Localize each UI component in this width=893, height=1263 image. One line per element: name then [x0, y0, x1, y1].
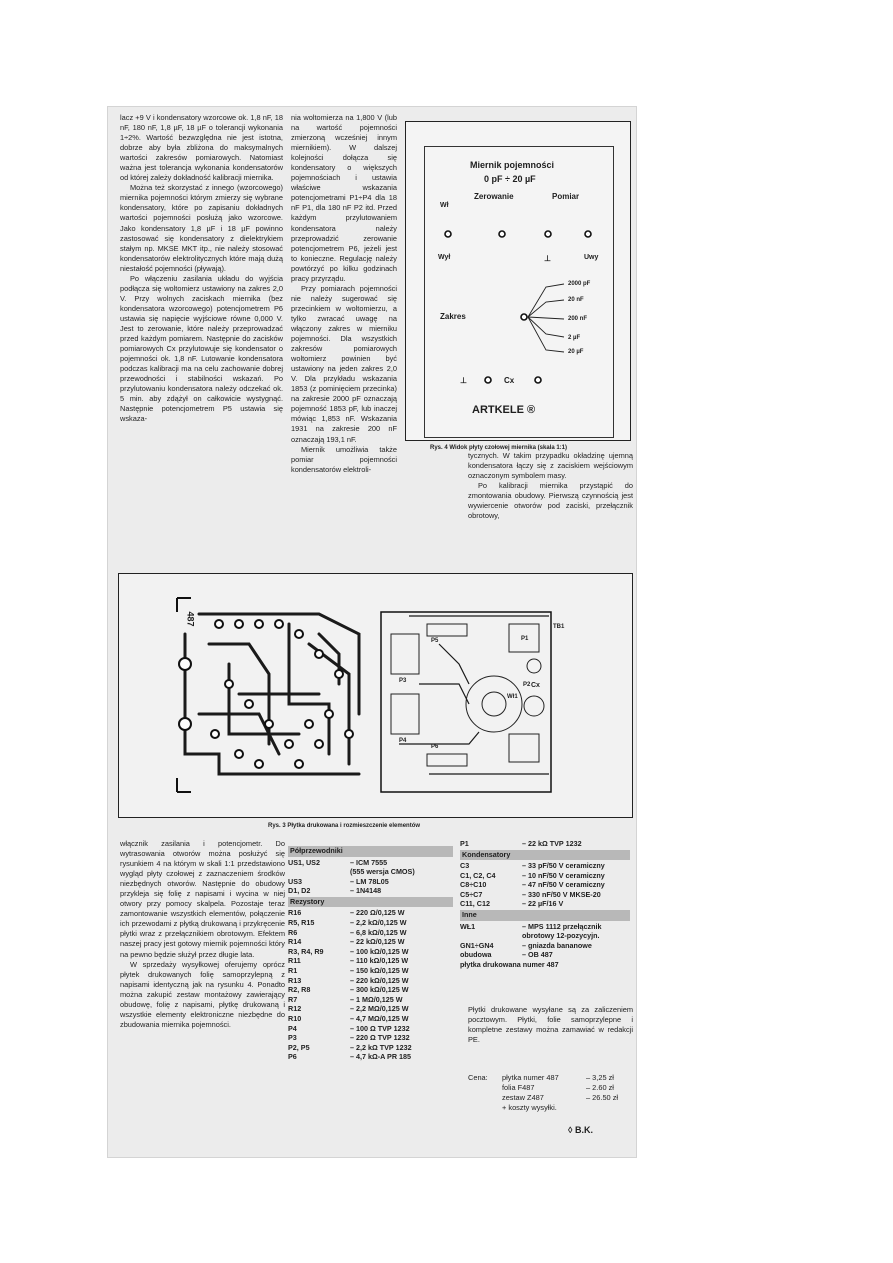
label-uwy: Uwy [584, 254, 599, 261]
part-row: C5÷C7 – 330 nF/50 V MKSE-20 [460, 889, 601, 899]
part-row: P3 – 220 Ω TVP 1232 [288, 1033, 410, 1043]
part-row: R10 – 4,7 MΩ/0,125 W [288, 1013, 409, 1023]
component-outlines [391, 624, 544, 766]
scanned-page [107, 106, 637, 1158]
figure-caption: Rys. 3 Płytka drukowana i rozmieszczenie elementów [268, 823, 421, 829]
part-row: C8÷C10 – 47 nF/50 V ceramiczny [460, 880, 605, 890]
part-row: R13 – 220 kΩ/0,125 W [288, 975, 409, 985]
part-row: R2, R8 – 300 kΩ/0,125 W [288, 985, 409, 995]
paragraph: Miernik umożliwia także pomiar pojemności kondensatorów elektroli- [291, 444, 397, 474]
cx-input-hole [535, 377, 541, 383]
part-row: GN1÷GN4 – gniazda bananowe [460, 940, 592, 950]
part-row: P1 – 22 kΩ TVP 1232 [460, 839, 582, 848]
pcb-label: P6 [431, 744, 439, 750]
pcb-drawing [119, 574, 633, 818]
paragraph: Po włączeniu zasilania układu do wyjścia podłącza się woltomierz ustawiony na zakres 2,0 V. Przy wolnych zaciskach miernika (bez kondensatora wzorcowego) potencjometrem P6 ustawia się napięcie wyjściowe równe 0,000 V. Jest to zerowanie, które należy przeprowadzać przed każdym pomiarem. Następnie do zacisków pomiarowych Cx przylutowuje się kondensator o pojemności ok. 1,8 nF. Lutowanie kondensatora podczas kalibracji ma na celu zachowanie dobrej przewodności i stabilności wskazań. Po przylutowaniu kondensatora należy odczekać ok. 5 min. aby zdążył on całkowicie wystygnąć. Następnie potencjometrem P5 ustawia się wskaza- [120, 273, 283, 424]
part-row: D1, D2 – 1N4148 [288, 886, 382, 896]
range-label: 2000 pF [568, 281, 591, 287]
text-column-2 [291, 113, 397, 475]
part-row: C3 – 33 pF/50 V ceramiczny [460, 861, 605, 871]
pcb-label: P1 [521, 636, 529, 642]
pcb-label: TB1 [553, 624, 565, 630]
part-row: C1, C2, C4 – 10 nF/50 V ceramiczny [460, 870, 605, 880]
range-label: 200 nF [568, 316, 588, 322]
label-ground: ⊥ [544, 254, 551, 263]
label-wyl: Wył [438, 254, 451, 261]
label-wl: Wł [440, 202, 449, 209]
parts-list-left [288, 845, 453, 1062]
brand-logo: ARTKELE ® [472, 404, 536, 416]
ground-input-hole [485, 377, 491, 383]
panel-title: Miernik pojemności [470, 160, 555, 170]
label-zakres: Zakres [440, 312, 466, 321]
author-signature: ◊ B.K. [568, 1125, 593, 1135]
range-switch-lines [528, 284, 564, 352]
text-column-3 [468, 451, 633, 521]
part-row: C11, C12 – 22 µF/16 V [460, 899, 564, 909]
ground-jack-hole [545, 231, 551, 237]
pcb-label: P4 [399, 738, 407, 744]
part-row: R6 – 6,8 kΩ/0,125 W [288, 927, 407, 937]
board-number-label: 487 [185, 611, 196, 627]
panel-range: 0 pF ÷ 20 µF [484, 174, 536, 184]
pcb-figure [118, 573, 633, 818]
part-row: P6 – 4,7 kΩ-A PR 185 [288, 1052, 412, 1062]
paragraph: Płytki drukowane wysyłane są za zaliczeniem pocztowym. Płytki, folie samoprzylepne i kompletne zestawy można zamawiać w redakcji PE. [468, 1005, 633, 1045]
range-label: 20 µF [568, 349, 584, 355]
pcb-label: Wł1 [507, 694, 518, 700]
label-cx: Cx [504, 376, 515, 385]
section-header: Rezystory [288, 897, 453, 908]
switch-hole [445, 231, 451, 237]
part-row: R1 – 150 kΩ/0,125 W [288, 965, 409, 975]
paragraph: lacz +9 V i kondensatory wzorcowe ok. 1,8 nF, 18 nF, 180 nF, 1,8 µF, 18 µF o tolerancji wykonania 1÷2%. Wartość bezwzględna nie jest istotna, dobrze aby była zbliżona do maksymalnych wartości zakresów pomiarowych. Natomiast ważna jest tolerancja wykonania kondensatorów od której zależy dokładność kalibracji miernika. [120, 113, 283, 183]
label-bottom-ground: ⊥ [460, 376, 467, 385]
range-label: 20 nF [568, 297, 584, 303]
section-header: Półprzewodniki [288, 846, 453, 857]
part-row: obudowa – OB 487 [460, 950, 553, 960]
part-row: R12 – 2,2 MΩ/0,125 W [288, 1004, 409, 1014]
part-row: R11 – 110 kΩ/0,125 W [288, 956, 409, 966]
part-row: P4 – 100 Ω TVP 1232 [288, 1023, 410, 1033]
part-row: R7 – 1 MΩ/0,125 W [288, 994, 403, 1004]
part-row: płytka drukowana numer 487 [460, 959, 559, 969]
figure-caption: Rys. 4 Widok płyty czołowej miernika (skala 1:1) [430, 445, 567, 451]
section-header: Inne [460, 910, 630, 921]
pcb-label: Cx [531, 682, 540, 689]
price-row: Cena: płytka numer 487 – 3,25 zł [468, 1073, 614, 1082]
text-column-4 [120, 839, 285, 1030]
price-row: zestaw Z487 – 26.50 zł [502, 1093, 619, 1102]
part-row: US3 – LM 78L05 [288, 876, 389, 886]
part-row: US1, US2 – ICM 7555 [288, 857, 388, 867]
paragraph: tycznych. W takim przypadku okładzinę ujemną kondensatora łączy się z zaciskiem wejściowym oznaczonym symbolem masy. [468, 451, 633, 481]
paragraph: Można też skorzystać z innego (wzorcowego) miernika pojemności którym zmierzy się wybrane kondensatory, które po zapisaniu dokładnych wartości pojemności posłużą jako wzorcowe. Jako kondensatory 1,8 µF i 18 µF powinno zastosować się kondensatory z dielektrykiem stałym np. MKSE MKT itp., nie należy stosować kondensatorów elektrolitycznych które mają dużą niestałość pojemności (pływają). [120, 183, 283, 273]
part-row: WŁ1 – MPS 1112 przełącznik [460, 921, 602, 931]
part-row: R5, R15 – 2,2 kΩ/0,125 W [288, 917, 407, 927]
copper-traces [185, 614, 359, 774]
part-row: obrotowy 12-pozycyjn. [522, 931, 600, 941]
pcb-label: P3 [399, 678, 407, 684]
paragraph: nia woltomierza na 1,800 V (lub na wartość pojemności zmierzoną wcześniej innym miernikiem). W dalszej kolejności dołącza się kondensatory o większych pojemnościach i ustawia właściwe wskazania potencjometrami P1÷P4 dla 18 nF P1, dla 180 nF P2 itd. Przed każdym przylutowaniem kondensatora należy przeprowadzić zerowanie potencjometrem P6, jeżeli jest to konieczne. Regulację należy powtórzyć po kilku godzinach pracy przyrządu. [291, 113, 397, 283]
range-label: 2 µF [568, 335, 581, 341]
panel-drawing [406, 122, 632, 442]
price-list [468, 1073, 633, 1113]
uwy-jack-hole [585, 231, 591, 237]
text-column-5 [468, 1005, 633, 1045]
parts-list-right [460, 839, 630, 970]
text-column-1 [120, 113, 283, 424]
part-row: R14 – 22 kΩ/0,125 W [288, 937, 405, 947]
zero-hole [499, 231, 505, 237]
pcb-label: P2 [523, 682, 531, 688]
paragraph: Po kalibracji miernika przystąpić do zmontowania obudowy. Pierwszą czynnością jest wywiercenie otworów pod zaciski, przełącznik obrotowy, [468, 481, 633, 521]
label-zerowanie: Zerowanie [474, 192, 514, 201]
part-row: R3, R4, R9 – 100 kΩ/0,125 W [288, 946, 409, 956]
part-row: (555 wersja CMOS) [350, 867, 415, 877]
part-row: P2, P5 – 2,2 kΩ TVP 1232 [288, 1042, 412, 1052]
front-panel-figure [405, 121, 631, 441]
price-row: folia F487 – 2.60 zł [502, 1083, 614, 1092]
price-row: + koszty wysyłki. [502, 1103, 557, 1112]
label-pomiar: Pomiar [552, 192, 580, 201]
section-header: Kondensatory [460, 850, 630, 861]
paragraph: W sprzedaży wysyłkowej oferujemy oprócz płytek drukowanych folię samoprzylepną z napisami identyczną jak na rysunku 4. Ponadto można zakupić zestaw montażowy zawierający obudowę, folię z napisami, płytkę drukowaną i wszystkie elementy elektroniczne niezbędne do zbudowania miernika pojemności. [120, 959, 285, 1029]
pcb-label: P5 [431, 638, 439, 644]
paragraph: włącznik zasilania i potencjometr. Do wytrasowania otworów można posłużyć się rysunkiem 4 na którym w skali 1:1 przedstawiono wygląd płyty czołowej z zaznaczeniem środków niezbędnych otworów. Następnie do obudowy przykleja się folię z napisami i wycina w niej otwory przy pomocy skalpela. Pozostaje teraz zamontowanie wszystkich elementów, połączenie ich przewodami z płytką drukowaną i przykręcenie płytki wraz z przełącznikiem obrotowym. Efektem naszej pracy jest gotowy miernik pojemności który na pewno będzie służył przez długie lata. [120, 839, 285, 959]
paragraph: Przy pomiarach pojemności nie należy sugerować się przecinkiem w woltomierzu, a tylko zwracać uwagę na włączony zakres w mierniku pojemności. Dla wszystkich zakresów pomiarowych woltomierz powinien być ustawiony na jeden zakres 2,0 V. Dla przykładu wskazania 1853 (z pominięciem przecinka) na zakresie 2000 pF oznaczają pojemność 1853 pF, lub inaczej mówiąc 1,853 nF. Wskazania 1931 na zakresie 200 nF oznaczają 193,1 nF. [291, 283, 397, 444]
part-row: R16 – 220 Ω/0,125 W [288, 908, 405, 918]
range-switch-hole [521, 314, 527, 320]
